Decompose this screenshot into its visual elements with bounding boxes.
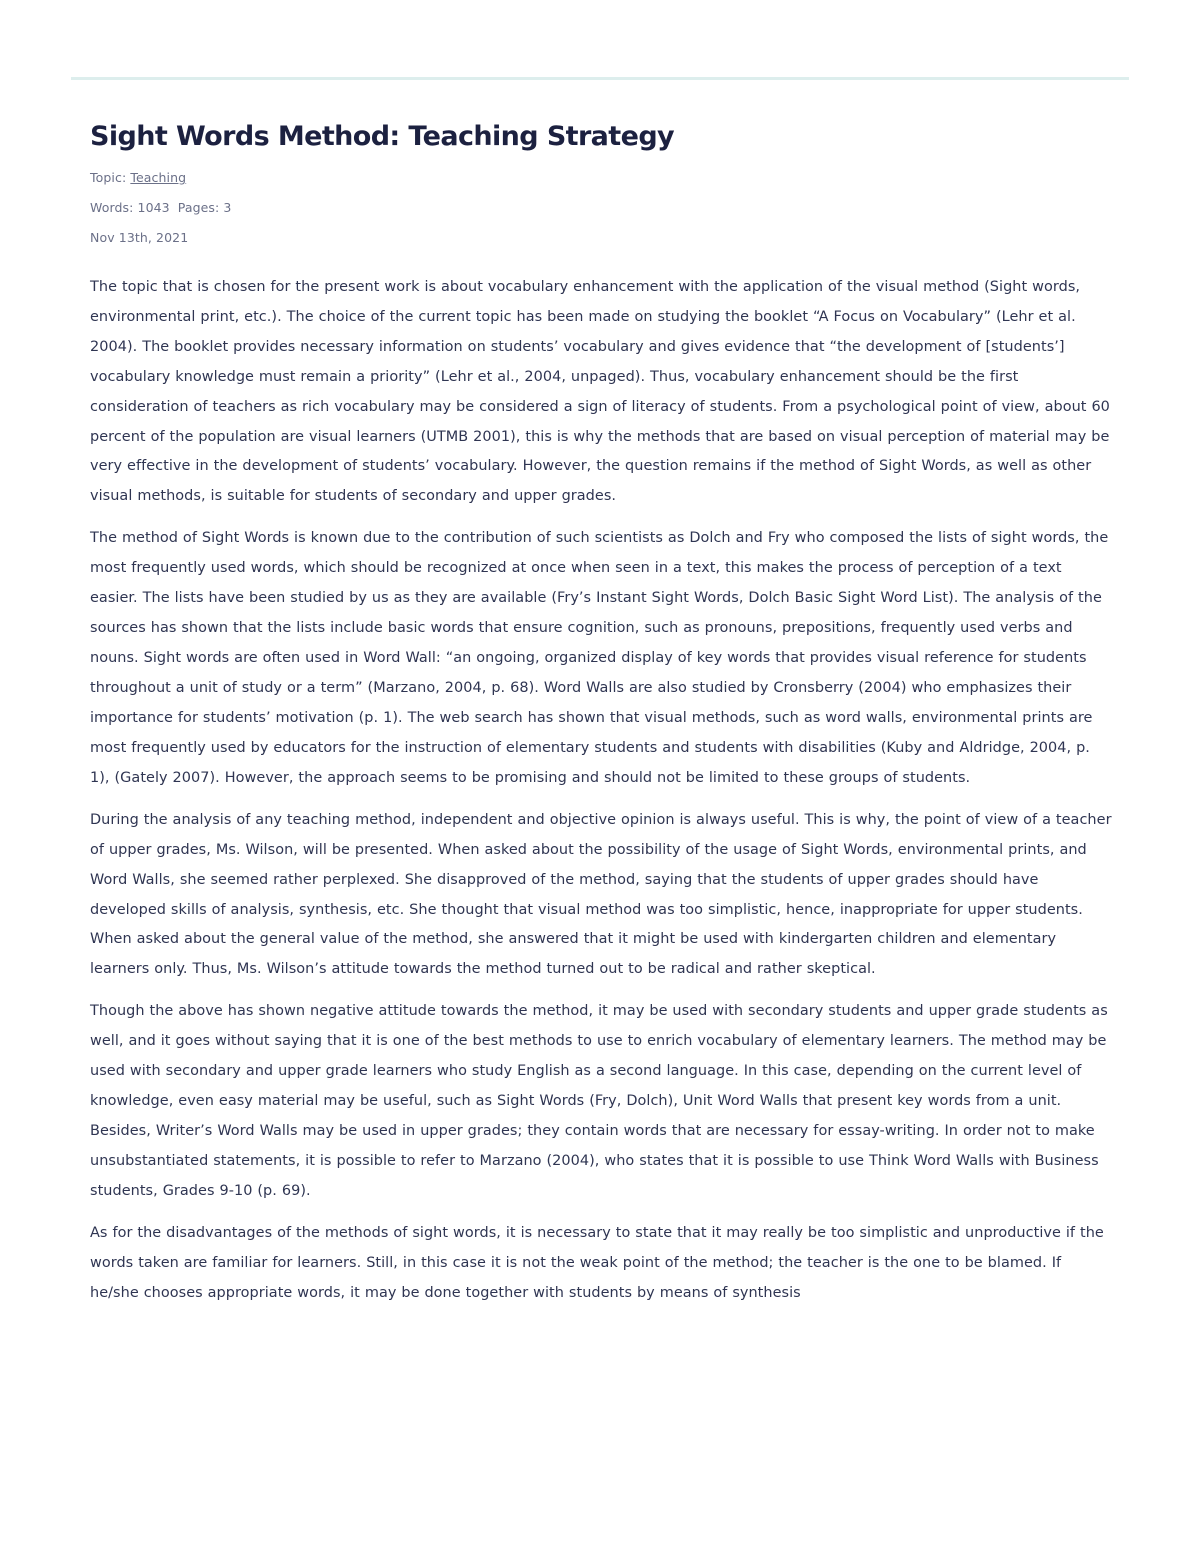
paragraph: The method of Sight Words is known due to the contribution of such scientists as Dolch and Fry who composed the lists of sight words, the most frequently used words, which should be recognized at once when seen in a text, this makes the process of perception of a text easier. The lists have been studied by us as they are available (Fry’s Instant Sight Words, Dolch Basic Sight Word List). The analysis of the sources has shown that the lists include basic words that ensure cognition, such as pronouns, prepositions, frequently used verbs and nouns. Sight words are often used in Word Wall: “an ongoing, organized display of key words that provides visual reference for students throughout a unit of study or a term” (Marzano, 2004, p. 68). Word Walls are also studied by Cronsberry (2004) who emphasizes their importance for students’ motivation (p. 1). The web search has shown that visual methods, such as word walls, environmental prints are most frequently used by educators for the instruction of elementary students and students with disabilities (Kuby and Aldridge, 2004, p. 1), (Gately 2007). However, the approach seems to be promising and should not be limited to these groups of students. [90, 530, 1109, 786]
date-line [90, 230, 1114, 260]
page-title: Sight Words Method: Teaching Strategy [90, 121, 675, 152]
publish-date: Nov 13th, 2021 [90, 230, 189, 245]
page-count: Pages: 3 [177, 200, 232, 215]
topic-label: Topic: [90, 170, 127, 185]
paragraph: Though the above has shown negative attitude towards the method, it may be used with secondary students and upper grade students as well, and it goes without saying that it is one of the best methods to use to enrich vocabulary of elementary learners. The method may be used with secondary and upper grade learners who study English as a second language. In this case, depending on the current level of knowledge, even easy material may be useful, such as Sight Words (Fry, Dolch), Unit Word Walls that present key words from a unit. Besides, Writer’s Word Walls may be used in upper grades; they contain words that are necessary for essay-writing. In order not to make unsubstantiated statements, it is possible to refer to Marzano (2004), who states that it is possible to use Think Word Walls with Business students, Grades 9-10 (p. 69). [90, 1003, 1108, 1199]
paragraph: The topic that is chosen for the present work is about vocabulary enhancement with the application of the visual method (Sight words, environmental print, etc.). The choice of the current topic has been made on studying the booklet “A Focus on Vocabulary” (Lehr et al. 2004). The booklet provides necessary information on students’ vocabulary and gives evidence that “the development of [students’] vocabulary knowledge must remain a priority” (Lehr et al., 2004, unpaged). Thus, vocabulary enhancement should be the first consideration of teachers as rich vocabulary may be considered a sign of literacy of students. From a psychological point of view, about 60 percent of the population are visual learners (UTMB 2001), this is why the methods that are based on visual perception of material may be very effective in the development of students’ vocabulary. However, the question remains if the method of Sight Words, as well as other visual methods, is suitable for students of secondary and upper grades. [90, 279, 1110, 505]
top-divider [71, 77, 1129, 80]
topic-line [90, 170, 1114, 200]
stats-line [90, 200, 1114, 230]
word-count: Words: 1043 [90, 200, 170, 215]
topic-link[interactable]: Teaching [130, 170, 187, 185]
paragraph: During the analysis of any teaching method, independent and objective opinion is always useful. This is why, the point of view of a teacher of upper grades, Ms. Wilson, will be presented. When asked about the possibility of the usage of Sight Words, environmental prints, and Word Walls, she seemed rather perplexed. She disapproved of the method, saying that the students of upper grades should have developed skills of analysis, synthesis, etc. She thought that visual method was too simplistic, hence, inappropriate for upper students. When asked about the general value of the method, she answered that it might be used with kindergarten children and elementary learners only. Thus, Ms. Wilson’s attitude towards the method turned out to be radical and rather skeptical. [90, 811, 1112, 978]
essay-meta [90, 170, 1114, 260]
essay-container [90, 116, 1114, 1321]
paragraph: As for the disadvantages of the methods of sight words, it is necessary to state that it may really be too simplistic and unproductive if the words taken are familiar for learners. Still, in this case it is not the weak point of the method; the teacher is the one to be blamed. If he/she chooses appropriate words, it may be done together with students by means of synthesis [90, 1224, 1104, 1301]
essay-body [90, 273, 1114, 1309]
